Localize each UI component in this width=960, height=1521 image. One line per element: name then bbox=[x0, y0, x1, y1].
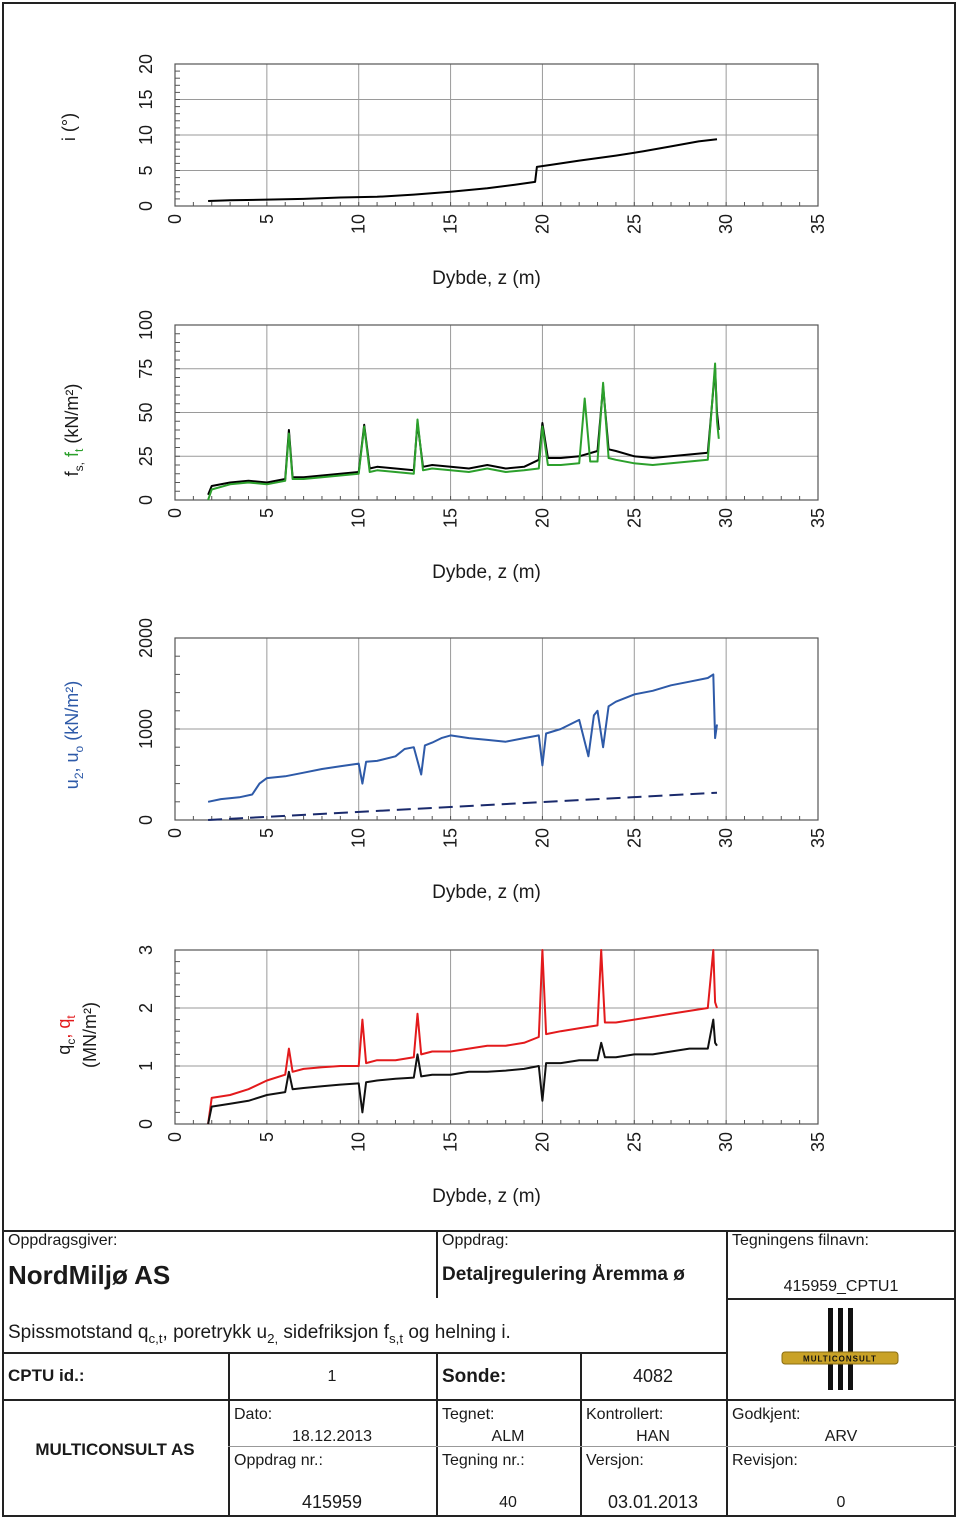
u-y-unit: (kN/m²) bbox=[62, 680, 82, 746]
x-tick-label: 30 bbox=[716, 508, 737, 529]
y-tick-label: 2 bbox=[136, 1002, 156, 1014]
friction-y-title bbox=[62, 384, 86, 477]
x-tick-label: 35 bbox=[808, 828, 828, 849]
checked-label: Kontrollert: bbox=[586, 1406, 664, 1423]
company-name: MULTICONSULT AS bbox=[35, 1440, 195, 1459]
y-tick-label: 75 bbox=[136, 358, 156, 379]
x-tick-label: 0 bbox=[165, 828, 185, 839]
revision-value: 0 bbox=[836, 1494, 846, 1511]
x-tick-label: 35 bbox=[808, 214, 828, 235]
x-tick-label: 30 bbox=[716, 214, 737, 235]
svg-text:qc, qt bbox=[54, 1015, 78, 1055]
svg-text:u2, uo (kN/m²) bbox=[62, 681, 86, 789]
chart-friction bbox=[136, 310, 828, 583]
x-tick-label: 5 bbox=[256, 1132, 277, 1143]
y-tick-label: 0 bbox=[136, 1118, 156, 1130]
x-tick-label: 0 bbox=[165, 1132, 185, 1143]
x-axis-title: Dybde, z (m) bbox=[432, 562, 541, 583]
cptu-id: 1 bbox=[327, 1368, 337, 1385]
inclination-y-title-text: i (°) bbox=[59, 112, 79, 142]
y-tick-label: 5 bbox=[136, 165, 156, 176]
x-axis-title: Dybde, z (m) bbox=[432, 268, 541, 289]
drawn-label: Tegnet: bbox=[442, 1406, 495, 1423]
q-y-c: c bbox=[64, 1038, 78, 1045]
version-label: Versjon: bbox=[586, 1452, 644, 1469]
svg-text:fs, ft (kN/m²) bbox=[62, 384, 86, 477]
y-tick-label: 0 bbox=[136, 494, 156, 506]
y-tick-label: 1 bbox=[136, 1060, 156, 1072]
y-tick-label: 3 bbox=[136, 944, 156, 956]
multiconsult-logo bbox=[780, 1306, 900, 1392]
x-tick-label: 35 bbox=[808, 1132, 828, 1153]
x-tick-label: 10 bbox=[348, 508, 369, 529]
x-tick-label: 0 bbox=[165, 508, 185, 519]
desc-sub-c: s,t bbox=[389, 1330, 404, 1346]
description bbox=[8, 1322, 511, 1346]
x-tick-label: 15 bbox=[440, 214, 461, 235]
revision-label: Revisjon: bbox=[732, 1452, 798, 1469]
x-tick-label: 5 bbox=[256, 214, 277, 225]
x-tick-label: 15 bbox=[440, 1132, 461, 1153]
x-tick-label: 15 bbox=[440, 508, 461, 529]
tb-line-desc bbox=[2, 1352, 726, 1354]
x-tick-label: 5 bbox=[256, 828, 277, 839]
order-value: 415959 bbox=[301, 1492, 363, 1512]
u-y-o: o bbox=[72, 745, 86, 753]
tip-y-unit-title bbox=[80, 1002, 100, 1068]
tb-line-cptu bbox=[2, 1399, 956, 1401]
y-tick-label: 1000 bbox=[136, 708, 156, 750]
u-y-uo: , u bbox=[62, 752, 82, 773]
fric-y-s: s, bbox=[72, 461, 86, 472]
q-y-qt: , q bbox=[54, 1018, 74, 1039]
client-name: NordMiljø AS bbox=[8, 1260, 171, 1290]
q-y-t: t bbox=[64, 1015, 78, 1019]
project-name: Detaljregulering Åremma ø bbox=[442, 1264, 685, 1285]
desc-d: og helning i. bbox=[403, 1322, 511, 1343]
x-tick-label: 30 bbox=[716, 1132, 737, 1153]
fric-y-unit: (kN/m²) bbox=[62, 383, 82, 449]
y-tick-label: 10 bbox=[136, 124, 156, 146]
desc-sub-b: 2, bbox=[267, 1330, 279, 1346]
q-y-q: q bbox=[54, 1044, 74, 1055]
u-y-u: u bbox=[62, 779, 82, 790]
date-value: 18.12.2013 bbox=[291, 1428, 373, 1445]
tb-vline-right bbox=[726, 1230, 728, 1517]
series-line-1 bbox=[208, 793, 717, 820]
x-tick-label: 30 bbox=[716, 828, 737, 849]
order-label: Oppdrag nr.: bbox=[234, 1452, 323, 1469]
desc-c: sidefriksjon f bbox=[278, 1322, 390, 1343]
x-tick-label: 15 bbox=[440, 828, 461, 849]
x-tick-label: 20 bbox=[532, 214, 553, 235]
y-tick-label: 25 bbox=[136, 446, 156, 467]
y-tick-label: 15 bbox=[136, 89, 156, 110]
x-tick-label: 25 bbox=[624, 1132, 645, 1153]
x-tick-label: 25 bbox=[624, 214, 645, 235]
drawing-value: 40 bbox=[499, 1494, 517, 1511]
x-tick-label: 25 bbox=[624, 828, 645, 849]
x-tick-label: 20 bbox=[532, 828, 553, 849]
date-label: Dato: bbox=[234, 1406, 273, 1423]
x-tick-label: 20 bbox=[532, 1132, 553, 1153]
fric-y-f2: f bbox=[62, 451, 82, 462]
series-line-1 bbox=[208, 364, 719, 501]
logo-text: MULTICONSULT bbox=[803, 1354, 877, 1364]
x-axis-title: Dybde, z (m) bbox=[432, 882, 541, 903]
tb-vline-project bbox=[436, 1230, 438, 1298]
title-block bbox=[2, 1230, 956, 1517]
inclination-y-title bbox=[59, 113, 79, 141]
x-axis-title: Dybde, z (m) bbox=[432, 1186, 541, 1207]
drawing-label: Tegning nr.: bbox=[442, 1452, 525, 1469]
desc-a: Spissmotstand q bbox=[8, 1322, 149, 1343]
chart-pore_pressure bbox=[136, 618, 828, 903]
tb-line-inner bbox=[228, 1446, 956, 1447]
y-tick-label: 20 bbox=[136, 53, 156, 75]
fric-y-t: t bbox=[72, 448, 86, 452]
drawn-value: ALM bbox=[491, 1428, 525, 1445]
cptu-label: CPTU id.: bbox=[8, 1366, 85, 1385]
logo-graphic bbox=[780, 1306, 900, 1392]
chart-tip_resistance bbox=[136, 945, 828, 1207]
desc-sub-a: c,t bbox=[148, 1330, 163, 1346]
fric-y-f: f bbox=[62, 471, 82, 477]
x-tick-label: 10 bbox=[348, 828, 369, 849]
tip-y-title bbox=[54, 1015, 78, 1055]
x-tick-label: 20 bbox=[532, 508, 553, 529]
series-line-0 bbox=[208, 950, 717, 1124]
x-tick-label: 10 bbox=[348, 1132, 369, 1153]
pore-y-title bbox=[62, 681, 86, 789]
series-line-0 bbox=[208, 674, 717, 801]
series-line-1 bbox=[208, 1020, 717, 1124]
x-tick-label: 5 bbox=[256, 508, 277, 519]
approved-label: Godkjent: bbox=[732, 1406, 801, 1423]
sonde-value: 4082 bbox=[632, 1366, 674, 1386]
desc-b: , poretrykk u bbox=[162, 1322, 268, 1343]
filename-value: 415959_CPTU1 bbox=[783, 1278, 899, 1295]
sonde-label: Sonde: bbox=[442, 1366, 507, 1387]
tb-line-file bbox=[726, 1298, 956, 1300]
y-tick-label: 2000 bbox=[136, 617, 156, 659]
x-tick-label: 25 bbox=[624, 508, 645, 529]
checked-value: HAN bbox=[636, 1428, 670, 1445]
filename-label: Tegningens filnavn: bbox=[732, 1232, 869, 1249]
x-tick-label: 10 bbox=[348, 214, 369, 235]
plot-frame bbox=[175, 950, 818, 1124]
client-label: Oppdragsgiver: bbox=[8, 1232, 118, 1249]
y-tick-label: 0 bbox=[136, 814, 156, 826]
x-tick-label: 35 bbox=[808, 508, 828, 529]
q-y-unit: (MN/m²) bbox=[80, 1002, 100, 1068]
approved-value: ARV bbox=[824, 1428, 858, 1445]
u-y-2: 2 bbox=[72, 772, 86, 780]
chart-inclination bbox=[136, 54, 828, 289]
project-label: Oppdrag: bbox=[442, 1232, 509, 1249]
version-value: 03.01.2013 bbox=[607, 1492, 699, 1512]
y-tick-label: 0 bbox=[136, 200, 156, 212]
x-tick-label: 0 bbox=[165, 214, 185, 225]
y-tick-label: 100 bbox=[136, 309, 156, 341]
y-tick-label: 50 bbox=[136, 402, 156, 423]
